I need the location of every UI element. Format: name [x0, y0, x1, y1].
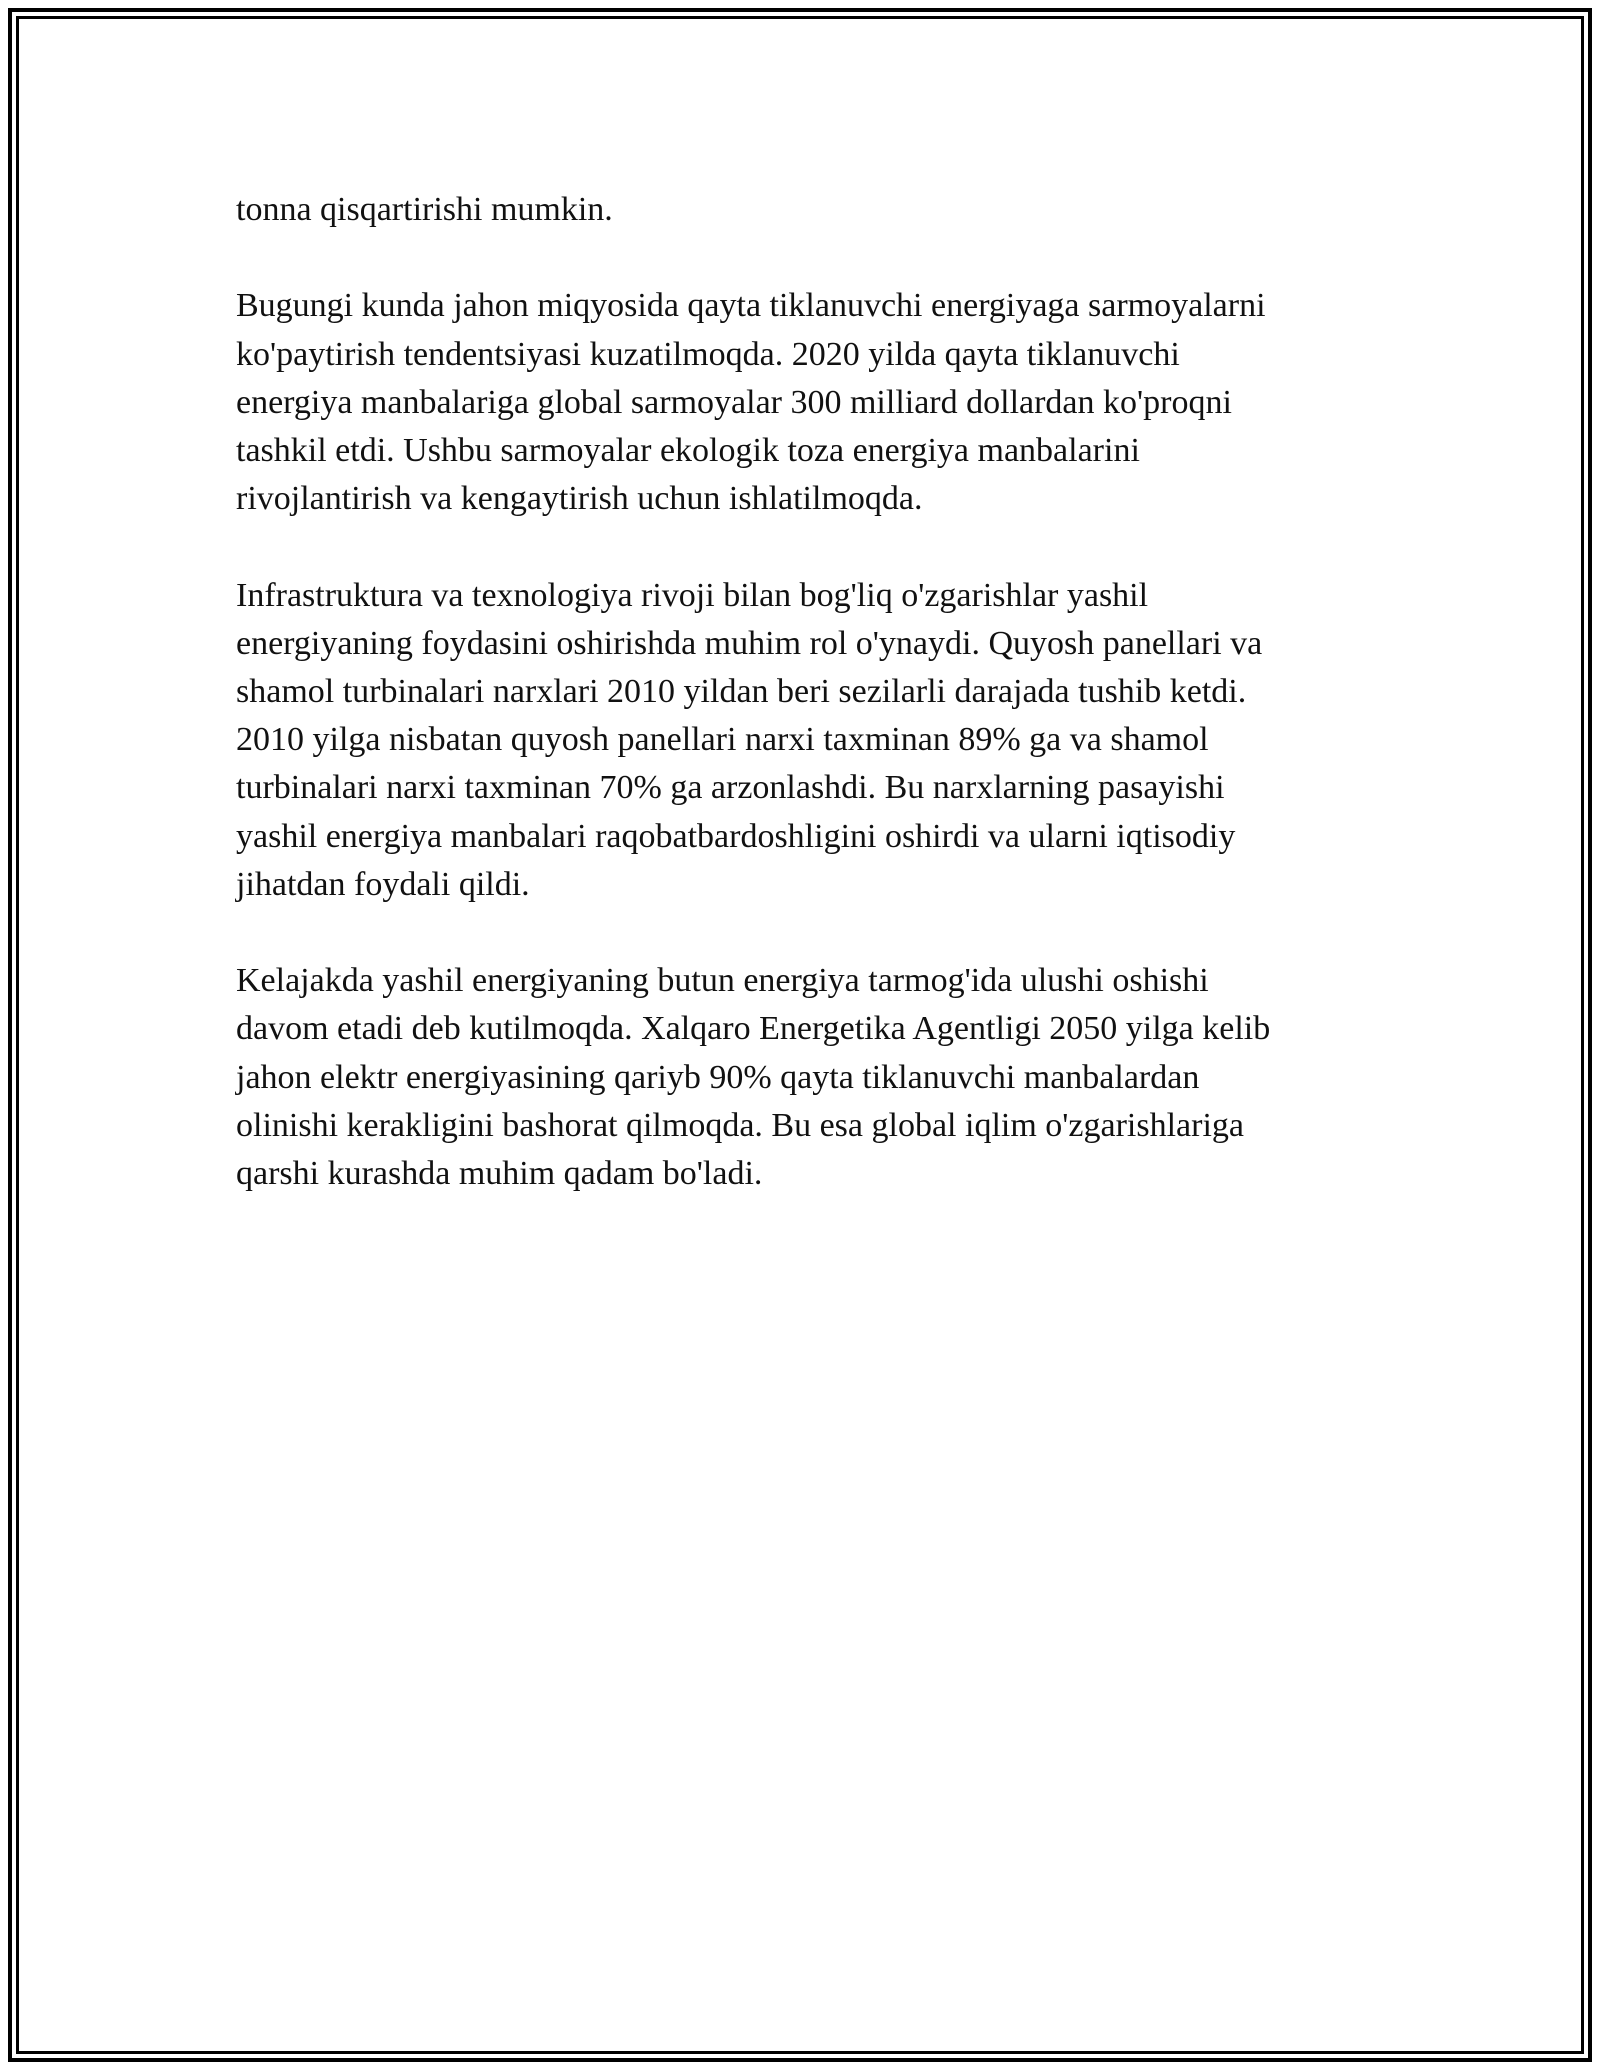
paragraph-investments: Bugungi kunda jahon miqyosida qayta tiklanuvchi energiyaga sarmoyalarni ko'paytirish tendentsiyasi kuzatilmoqda. 2020 yilda qayta tiklanuvchi energiya manbalariga global sarmoyalar 300 milliard dollardan ko'proqni tashkil etdi. Ushbu sarmoyalar ekologik toza energiya manbalarini rivojlantirish va kengaytirish uchun ishlatilmoqda. [236, 287, 1266, 518]
paragraph-infrastructure: Infrastruktura va texnologiya rivoji bilan bog'liq o'zgarishlar yashil energiyaning foydasini oshirishda muhim rol o'ynaydi. Quyosh panellari va shamol turbinalari narxlari 2010 yildan beri sezilarli darajada tushib ketdi. 2010 yilga nisbatan quyosh panellari narxi taxminan 89% ga va shamol turbinalari narxi taxminan 70% ga arzonlashdi. Bu narxlarning pasayishi yashil energiya manbalari raqobatbardoshligini oshirdi va ularni iqtisodiy jihatdan foydali qildi. [236, 576, 1263, 903]
paragraph-future: Kelajakda yashil energiyaning butun energiya tarmog'ida ulushi oshishi davom etadi deb kutilmoqda. Xalqaro Energetika Agentligi 2050 yilga kelib jahon elektr energiyasining qariyb 90% qayta tiklanuvchi manbalardan olinishi kerakligini bashorat qilmoqda. Bu esa global iqlim o'zgarishlariga qarshi kurashda muhim qadam bo'ladi. [236, 962, 1271, 1193]
paragraph-continuation: tonna qisqartirishi mumkin. [236, 191, 613, 228]
document-body [236, 186, 1366, 1246]
